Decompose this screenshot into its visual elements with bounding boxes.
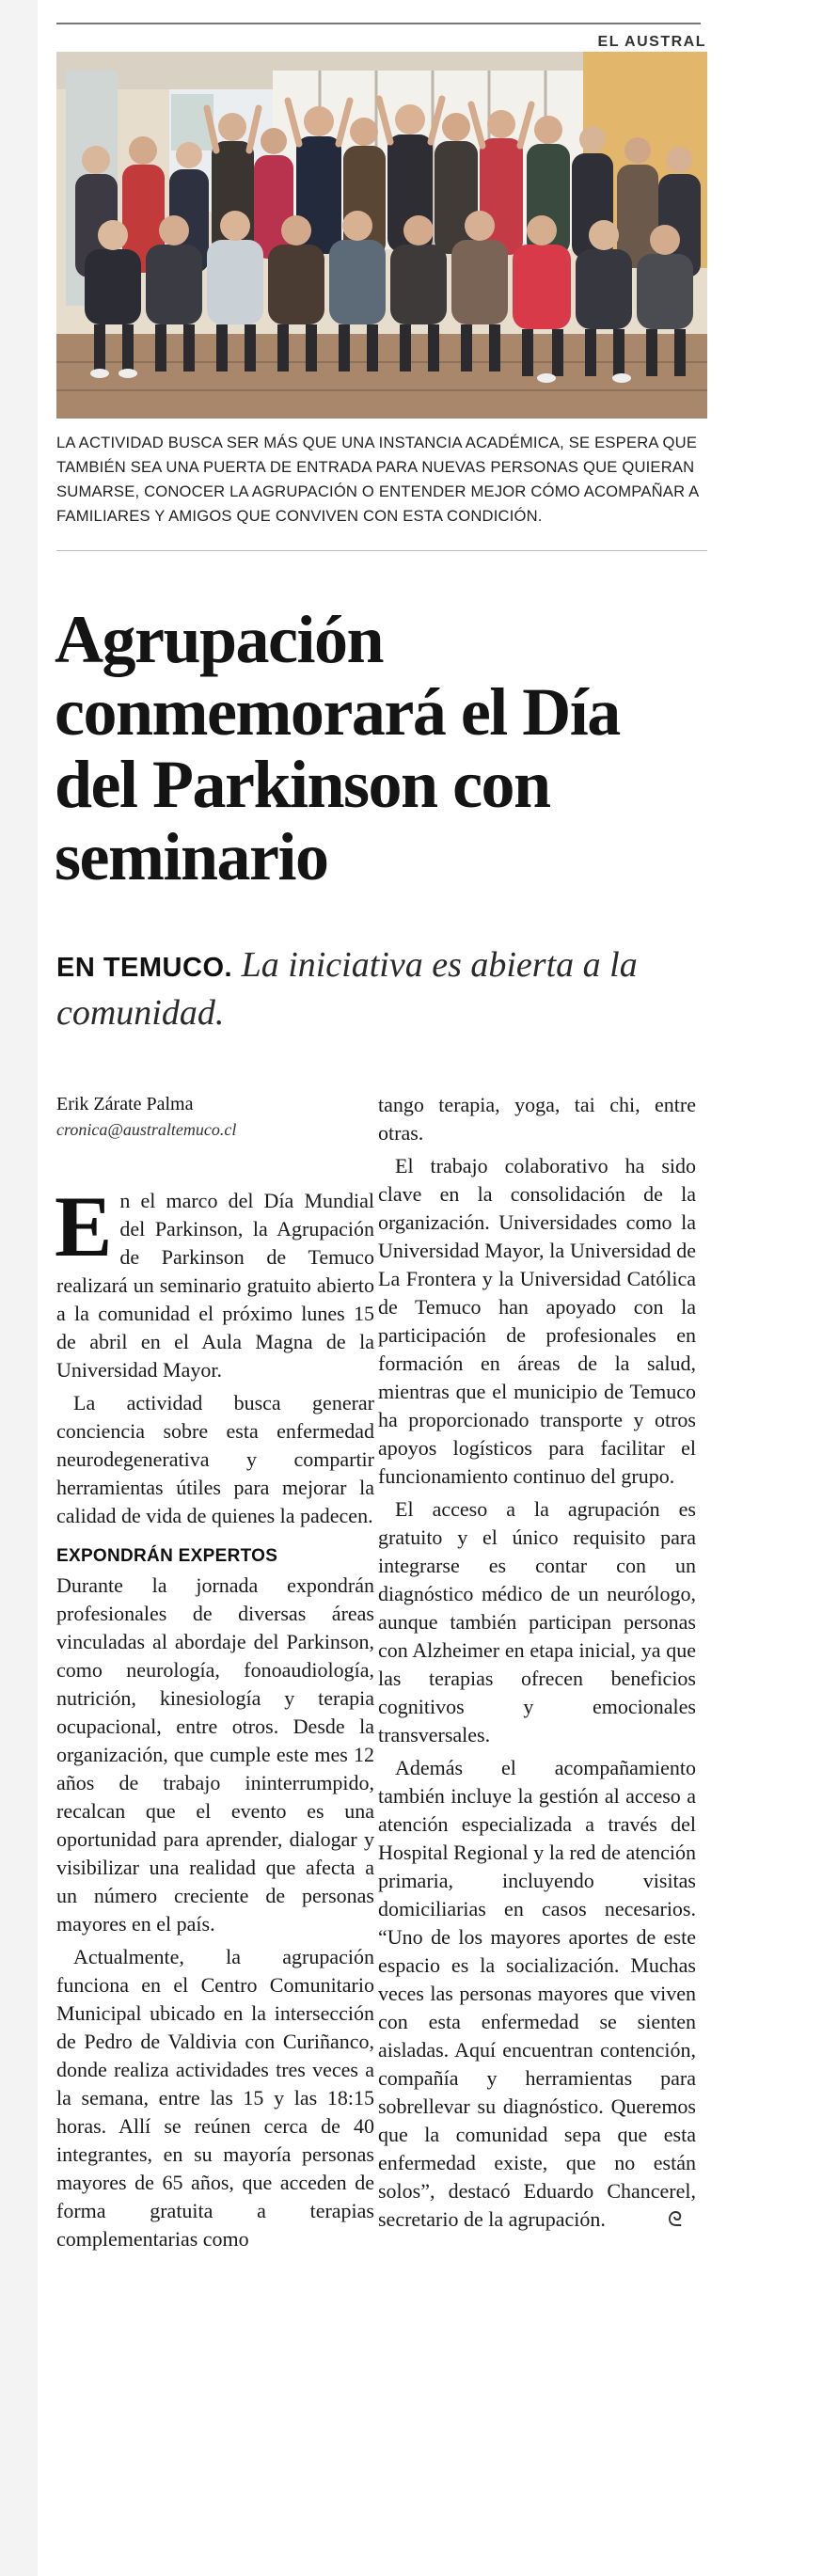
article-photo xyxy=(56,52,707,419)
photo-caption: LA ACTIVIDAD BUSCA SER MÁS QUE UNA INSTANCIA ACADÉMICA, SE ESPERA QUE TAMBIÉN SEA UNA PUERTA DE ENTRADA PARA NUEVAS PERSONAS QUE QUIERAN SUMARSE, CONOCER LA AGRUPACIÓN O ENTENDER MEJOR CÓMO ACOMPAÑAR A FAMILIARES Y AMIGOS QUE CONVIVEN CON ESTA CONDICIÓN. xyxy=(56,434,699,525)
subhead-kicker: EN TEMUCO. xyxy=(56,953,233,983)
end-mark-icon: ᘓ xyxy=(667,2207,683,2231)
paragraph: La actividad busca generar conciencia sobre esta enfermedad neurodegenerativa y compartir herramientas útiles para mejorar la calidad de vida de quienes la padecen. xyxy=(56,1391,374,1527)
paragraph-closing xyxy=(378,1754,696,2234)
newspaper-name: EL AUSTRAL xyxy=(597,34,706,50)
paragraph: Actualmente, la agrupación funciona en el Centro Comunitario Municipal ubicado en la intersección de Pedro de Valdivia con Curiñanco, donde realiza actividades tres veces a la semana, entre las 15 y las 18:15 horas. Allí se reúnen cerca de 40 integrantes, en su mayoría personas mayores de 65 años, que acceden de forma gratuita a terapias complementarias como xyxy=(56,1945,374,2251)
drop-cap: E xyxy=(55,1178,113,1274)
top-rule xyxy=(56,23,701,24)
paragraph-closing-text: Además el acompañamiento también incluye la gestión al acceso a atención especializada a través del Hospital Regional y la red de atención primaria, incluyendo visitas domiciliarias en casos necesarios. “Uno de los mayores aportes de este espacio es la socialización. Muchas veces las personas mayores que viven con esta enfermedad se sienten aisladas. Aquí encuentran contención, compañía y herramientas para sobrellevar su diagnóstico. Queremos que la comunidad sepa que esta enfermedad existe, que no están solos”, destacó Eduardo Chancerel, secretario de la agrupación. xyxy=(378,1756,696,2231)
paragraph: El trabajo colaborativo ha sido clave en la consolidación de la organización. Universidades como la Universidad Mayor, la Universidad de La Frontera y la Universidad Católica de Temuco han apoyado con la participación de profesionales en formación en áreas de la salud, mientras que el municipio de Temuco ha proporcionado transporte y otros apoyos logísticos para facilitar el funcionamiento continuo del grupo. xyxy=(378,1154,696,1488)
subhead-text: La iniciativa es abierta a la comunidad. xyxy=(56,945,638,1033)
byline xyxy=(56,1091,357,1142)
paragraph: El acceso a la agrupación es gratuito y el único requisito para integrarse es contar con un diagnóstico médico de un neurólogo, aunque también participan personas con Alzheimer en etapa inicial, ya que las terapias ofrecen beneficios cognitivos y emocionales transversales. xyxy=(378,1497,696,1746)
article-column-right xyxy=(378,1091,696,2238)
author-name: Erik Zárate Palma xyxy=(56,1094,194,1114)
caption-divider xyxy=(56,550,707,551)
paragraph-intro-text: n el marco del Día Mundial del Parkinson, la Agrupación de Parkinson de Temuco realizará un seminario gratuito abierto a la comunidad el próximo lunes 15 de abril en el Aula Magna de la Universidad Mayor. xyxy=(56,1189,374,1382)
group-photo-icon xyxy=(56,52,707,419)
headline: Agrupación conmemorará el Día del Parkinson con seminario xyxy=(55,602,620,894)
section-heading: EXPONDRÁN EXPERTOS xyxy=(56,1546,278,1566)
paragraph-intro xyxy=(55,1178,374,1384)
page-edge xyxy=(0,0,38,2576)
author-email: cronica@australtemuco.cl xyxy=(56,1120,237,1139)
paragraph: Durante la jornada expondrán profesionales de diversas áreas vinculadas al abordaje del Parkinson, como neurología, fonoaudiología, nutrición, kinesiología y terapia ocupacional, entre otros. Desde la organización, que cumple este mes 12 años de trabajo ininterrumpido, recalcan que el evento es una oportunidad para aprender, dialogar y visibilizar una realidad que afecta a un número creciente de personas mayores en el país. xyxy=(56,1573,374,1936)
subheadline xyxy=(56,942,705,1035)
article-column-left xyxy=(55,1178,374,2258)
paragraph-continued: tango terapia, yoga, tai chi, entre otras. xyxy=(378,1093,696,1145)
